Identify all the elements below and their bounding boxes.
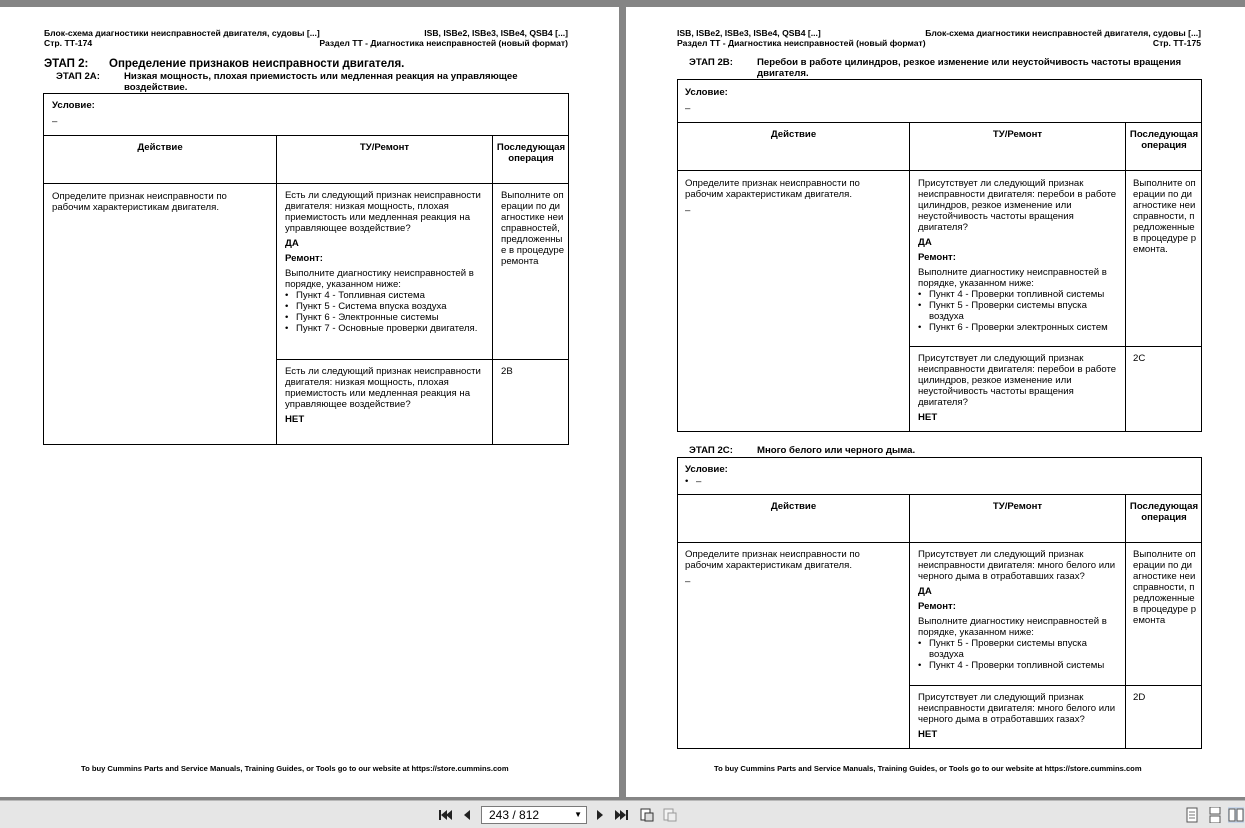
first-page-icon[interactable]: [437, 807, 453, 823]
list-item: • Пункт 4 - Проверки топливной системы: [918, 660, 1120, 671]
col-divider: [1125, 122, 1126, 432]
continuous-view-icon[interactable]: [1207, 807, 1223, 823]
tu-yes-cell: [285, 190, 488, 334]
header-title-right: Блок-схема диагностики неисправностей двигателя, судовы [...]: [925, 28, 1201, 38]
condition-value: • –: [685, 476, 701, 487]
page-number-left: Стр. ТТ-174: [44, 38, 93, 48]
col-divider: [276, 135, 277, 445]
repair-label: Ремонт:: [918, 252, 956, 263]
page-left: [0, 7, 619, 797]
col-divider: [909, 122, 910, 432]
stage-title: Определение признаков неисправности двигателя.: [109, 58, 405, 70]
list-item: • Пункт 5 - Проверки системы впуска воздуха: [918, 638, 1120, 660]
tu-yes-cell: [918, 178, 1120, 333]
list-item: • Пункт 4 - Топливная система: [285, 290, 488, 301]
next-operation-no: 2C: [1133, 353, 1146, 364]
tu-question: Присутствует ли следующий признак неисправности двигателя: перебои в работе цилиндров, резкое изменение или неустойчивость частоты вращения двигателя?: [918, 353, 1117, 408]
repair-label: Ремонт:: [918, 601, 956, 612]
condition-label: Условие:: [685, 464, 728, 475]
repair-text: Выполните диагностику неисправностей в порядке, указанном ниже:: [918, 616, 1107, 638]
tu-answer-yes: ДА: [285, 238, 299, 249]
col-header-next: Последующая операция: [1129, 129, 1199, 151]
col-header-tu: ТУ/Ремонт: [992, 129, 1043, 140]
repair-text: Выполните диагностику неисправностей в порядке, указанном ниже:: [285, 268, 474, 290]
repair-list: [918, 289, 1120, 333]
list-item: • Пункт 4 - Проверки топливной системы: [918, 289, 1120, 300]
fit-icon[interactable]: [662, 807, 678, 823]
col-header-action: Действие: [770, 501, 817, 512]
page-indicator: 243 / 812: [489, 808, 540, 822]
action-text: Определите признак неисправности по рабочим характеристикам двигателя.: [685, 178, 860, 200]
repair-text: Выполните диагностику неисправностей в порядке, указанном ниже:: [918, 267, 1107, 289]
header-title-left: Блок-схема диагностики неисправностей двигателя, судовы [...]: [44, 28, 320, 38]
list-item: • Пункт 5 - Проверки системы впуска воздуха: [918, 300, 1120, 322]
tu-answer-yes: ДА: [918, 237, 932, 248]
substage-2c-title: Много белого или черного дыма.: [757, 445, 916, 456]
footer-text: To buy Cummins Parts and Service Manuals, Training Guides, or Tools go to our website at https://store.cummins.com: [714, 764, 1142, 773]
col-header-action: Действие: [137, 142, 183, 153]
two-page-view-icon[interactable]: [1228, 807, 1244, 823]
tu-no-cell: [918, 353, 1118, 423]
tu-answer-yes: ДА: [918, 586, 932, 597]
repair-list: [918, 638, 1120, 671]
condition-label: Условие:: [52, 100, 95, 111]
condition-list: [685, 476, 701, 487]
tu-question: Есть ли следующий признак неисправности двигателя: низкая мощность, плохая приемистость или медленная реакция на управляющее воздействие?: [285, 190, 481, 234]
list-item: • Пункт 6 - Проверки электронных систем: [918, 322, 1120, 333]
section-title-left: Раздел ТТ - Диагностика неисправностей (новый формат): [319, 38, 568, 48]
tu-answer-no: НЕТ: [918, 412, 938, 423]
footer-text: To buy Cummins Parts and Service Manuals, Training Guides, or Tools go to our website at https://store.cummins.com: [81, 764, 509, 773]
tu-no-cell: [918, 692, 1118, 740]
col-header-tu: ТУ/Ремонт: [359, 142, 410, 153]
page-number-right: Стр. ТТ-175: [1152, 38, 1201, 48]
stage-label: ЭТАП 2:: [44, 58, 89, 70]
row-divider: [43, 183, 569, 184]
row-divider: [909, 346, 1202, 347]
rotate-icon[interactable]: [639, 807, 655, 823]
header-models-left: ISB, ISBe2, ISBe3, ISBe4, QSB4 [...]: [424, 28, 568, 38]
chevron-down-icon: ▼: [574, 810, 582, 819]
tu-no-cell: [285, 366, 485, 425]
repair-list: [285, 290, 488, 334]
substage-label: ЭТАП 2А:: [56, 71, 100, 82]
substage-2b-label: ЭТАП 2B:: [689, 57, 733, 68]
action-text: Определите признак неисправности по рабочим характеристикам двигателя.: [52, 191, 227, 213]
row-divider: [43, 135, 569, 136]
list-item: • Пункт 6 - Электронные системы: [285, 312, 488, 323]
row-divider: [276, 359, 569, 360]
page-right: [626, 7, 1245, 797]
substage-title: Низкая мощность, плохая приемистость или медленная реакция на управляющее воздействие.: [124, 71, 518, 93]
next-operation-yes: Выполните операции по диагностике неисправности, предложенные в процедуре ремонта.: [1133, 178, 1197, 255]
substage-2b-title: Перебои в работе цилиндров, резкое изменение или неустойчивость частоты вращения двигателя.: [757, 57, 1182, 79]
condition-value: –: [685, 103, 691, 114]
tu-answer-no: НЕТ: [285, 414, 305, 425]
col-divider: [492, 135, 493, 445]
col-header-next: Последующая операция: [496, 142, 566, 164]
header-models-right: ISB, ISBe2, ISBe3, ISBe4, QSB4 [...]: [677, 28, 821, 38]
next-operation-yes: Выполните операции по диагностике неисправности, предложенные в процедуре ремонта: [1133, 549, 1197, 626]
col-divider: [1125, 494, 1126, 749]
col-header-action: Действие: [770, 129, 817, 140]
col-header-tu: ТУ/Ремонт: [992, 501, 1043, 512]
last-page-icon[interactable]: [614, 807, 630, 823]
action-dash: –: [685, 576, 691, 587]
repair-label: Ремонт:: [285, 253, 323, 264]
action-text: Определите признак неисправности по рабочим характеристикам двигателя.: [685, 549, 860, 571]
prev-page-icon[interactable]: [459, 807, 475, 823]
tu-question: Присутствует ли следующий признак неисправности двигателя: много белого или черного дыма в отработавших газах?: [918, 692, 1116, 725]
next-operation-no: 2B: [501, 366, 513, 377]
substage-2c-label: ЭТАП 2C:: [689, 445, 733, 456]
next-page-icon[interactable]: [592, 807, 608, 823]
list-item: • Пункт 5 - Система впуска воздуха: [285, 301, 488, 312]
row-divider: [677, 122, 1202, 123]
section-title-right: Раздел ТТ - Диагностика неисправностей (новый формат): [677, 38, 926, 48]
condition-value: –: [52, 116, 58, 127]
tu-question: Есть ли следующий признак неисправности двигателя: низкая мощность, плохая приемистость или медленная реакция на управляющее воздействие?: [285, 366, 481, 410]
action-dash: –: [685, 205, 691, 216]
single-page-view-icon[interactable]: [1184, 807, 1200, 823]
page-number-select[interactable]: [481, 806, 587, 824]
tu-yes-cell: [918, 549, 1120, 671]
tu-answer-no: НЕТ: [918, 729, 938, 740]
row-divider: [677, 542, 1202, 543]
viewer-toolbar: [0, 800, 1245, 828]
row-divider: [909, 685, 1202, 686]
next-operation-yes: Выполните операции по диагностике неисправностей, предложенные в процедуре ремонта: [501, 190, 565, 267]
tu-question: Присутствует ли следующий признак неисправности двигателя: перебои в работе цилиндров, резкое изменение или неустойчивость частоты вращения двигателя?: [918, 178, 1117, 233]
row-divider: [677, 494, 1202, 495]
row-divider: [677, 170, 1202, 171]
tu-question: Присутствует ли следующий признак неисправности двигателя: много белого или черного дыма в отработавших газах?: [918, 549, 1116, 582]
next-operation-no: 2D: [1133, 692, 1146, 703]
list-item: • Пункт 7 - Основные проверки двигателя.: [285, 323, 488, 334]
condition-label: Условие:: [685, 87, 728, 98]
col-header-next: Последующая операция: [1129, 501, 1199, 523]
col-divider: [909, 494, 910, 749]
